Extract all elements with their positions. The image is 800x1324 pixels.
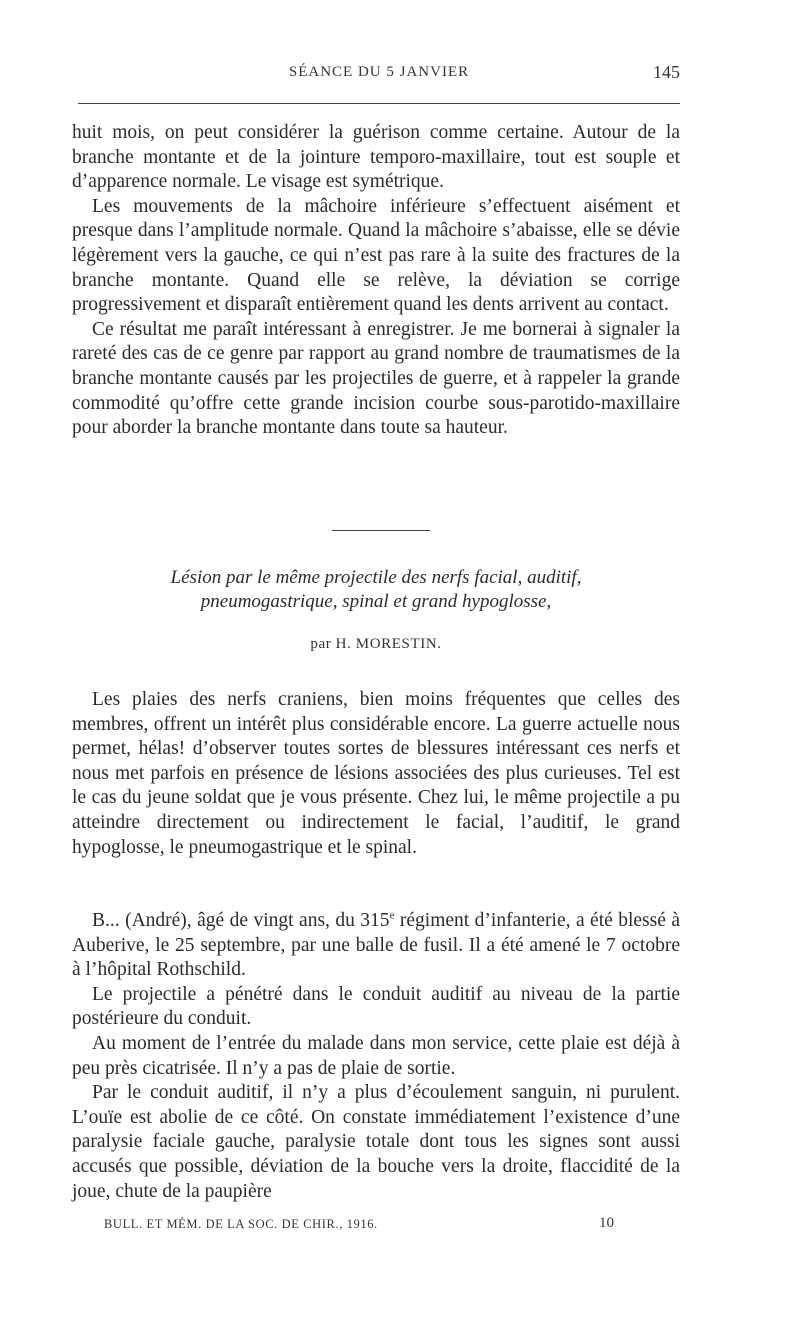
- article-title-line: pneumogastrique, spinal et grand hypoglosse,: [200, 591, 552, 612]
- paragraph: Ce résultat me paraît intéressant à enregistrer. Je me bornerai à signaler la rareté des cas de ce genre par rapport au grand nombre de traumatismes de la branche montante causés par les projectiles de guerre, et à rappeler la grande commodité qu’offre cette grande incision courbe sous-parotido-maxillaire pour aborder la branche montante dans toute sa hauteur.: [72, 318, 680, 439]
- signature-mark: 10: [599, 1215, 614, 1231]
- text-run: B... (André), âgé de vingt ans, du 315: [92, 910, 390, 931]
- section-separator: [332, 530, 430, 531]
- continuation-text: [72, 121, 680, 441]
- paragraph: Au moment de l’entrée du malade dans mon service, cette plaie est déjà à peu près cicatrisée. Il n’y a pas de plaie de sortie.: [72, 1032, 680, 1079]
- journal-citation: BULL. ET MÉM. DE LA SOC. DE CHIR., 1916.: [104, 1217, 378, 1231]
- article-author: par H. MORESTIN.: [310, 636, 442, 652]
- paragraph: Les mouvements de la mâchoire inférieure s’effectuent aisément et presque dans l’amplitude normale. Quand la mâchoire s’abaisse, elle se dévie légèrement vers la gauche, ce qui n’est pas rare à la suite des fractures de la branche montante. Quand elle se relève, la déviation se corrige progressivement et disparaît entièrement quand les dents arrivent au contact.: [72, 195, 680, 316]
- article-title: [72, 566, 680, 614]
- paragraph: [72, 909, 680, 983]
- superscript: e: [389, 909, 395, 922]
- paragraph: Le projectile a pénétré dans le conduit auditif au niveau de la partie postérieure du conduit.: [72, 983, 680, 1030]
- running-title: SÉANCE DU 5 JANVIER: [288, 64, 470, 80]
- page-header: [78, 60, 680, 90]
- header-rule: [78, 103, 680, 104]
- page-number: 145: [653, 62, 680, 82]
- page-footer: [104, 1217, 624, 1237]
- paragraph: Les plaies des nerfs craniens, bien moins fréquentes que celles des membres, offrent un intérêt plus considérable encore. La guerre actuelle nous permet, hélas! d’observer toutes sortes de blessures intéressant ces nerfs et nous met parfois en présence de lésions associées des plus curieuses. Tel est le cas du jeune soldat que je vous présente. Chez lui, le même projectile a pu atteindre directement ou indirectement le facial, l’auditif, le grand hypoglosse, le pneumogastrique et le spinal.: [72, 689, 680, 858]
- intro-text: [72, 688, 680, 860]
- paragraph: Par le conduit auditif, il n’y a plus d’écoulement sanguin, ni purulent. L’ouïe est abolie de ce côté. On constate immédiatement l’existence d’une paralysie faciale gauche, paralysie totale dont tous les signes sont aussi accusés que possible, déviation de la bouche vers la droite, flaccidité de la joue, chute de la paupière: [72, 1082, 680, 1202]
- article-title-line: Lésion par le même projectile des nerfs facial, auditif,: [170, 567, 582, 588]
- case-text: [72, 909, 680, 1204]
- paragraph: huit mois, on peut considérer la guérison comme certaine. Autour de la branche montante et de la jointure temporo-maxillaire, tout est souple et d’apparence normale. Le visage est symétrique.: [72, 122, 680, 193]
- text-run: régiment d’infanterie, a été blessé à Auberive, le 25 septembre, par une balle de fusil. Il a été amené le 7 octobre à l’hôpital Rothschild.: [72, 910, 680, 981]
